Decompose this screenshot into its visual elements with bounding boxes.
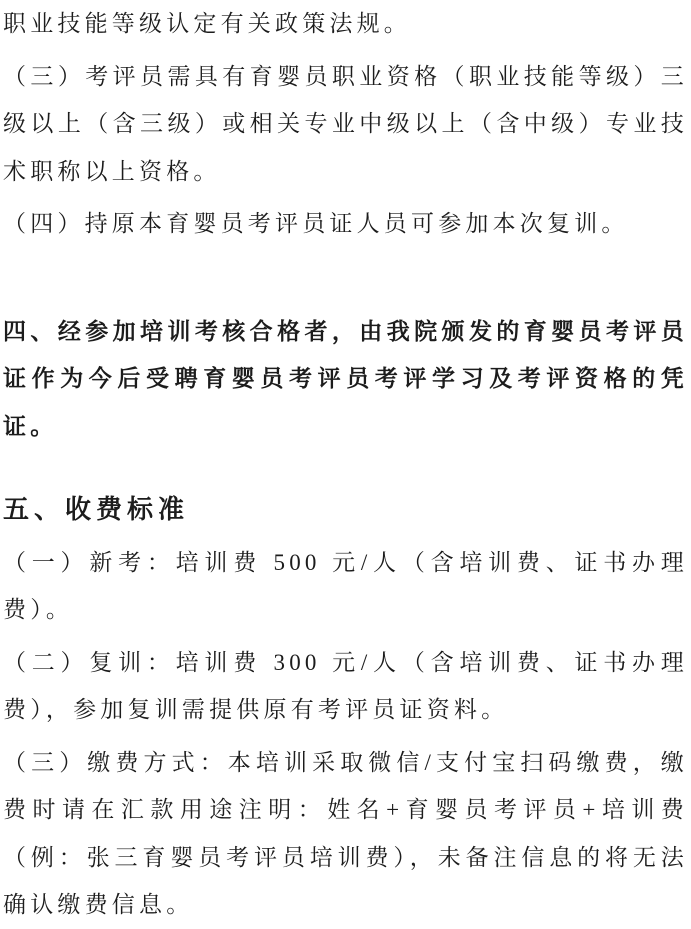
paragraph-policy-regulations: 职业技能等级认定有关政策法规。 xyxy=(3,11,411,36)
paragraph-item-3-assessor-qualification: （三）考评员需具有育婴员职业资格（职业技能等级）三级以上（含三级）或相关专业中级以上（含中级）专业技术职称以上资格。 xyxy=(3,63,688,184)
paragraph-fee-item-1-new-exam: （一）新考：培训费 500 元/人（含培训费、证书办理费）。 xyxy=(3,549,688,622)
paragraph-section-4-certificate-statement: 四、经参加培训考核合格者，由我院颁发的育婴员考评员证作为今后受聘育婴员考评员考评学习及考评资格的凭证。 xyxy=(3,318,688,439)
paragraph-fee-item-2-retraining: （二）复训：培训费 300 元/人（含培训费、证书办理费），参加复训需提供原有考评员证资料。 xyxy=(3,649,688,722)
paragraph-fee-item-3-payment-method: （三）缴费方式：本培训采取微信/支付宝扫码缴费，缴费时请在汇款用途注明：姓名+育婴员考评员+培训费（例：张三育婴员考评员培训费），未备注信息的将无法确认缴费信息。 xyxy=(3,749,688,917)
paragraph-item-4-retraining-eligibility: （四）持原本育婴员考评员证人员可参加本次复训。 xyxy=(3,211,629,236)
section-5-fees-heading: 五、收费标准 xyxy=(3,495,190,524)
